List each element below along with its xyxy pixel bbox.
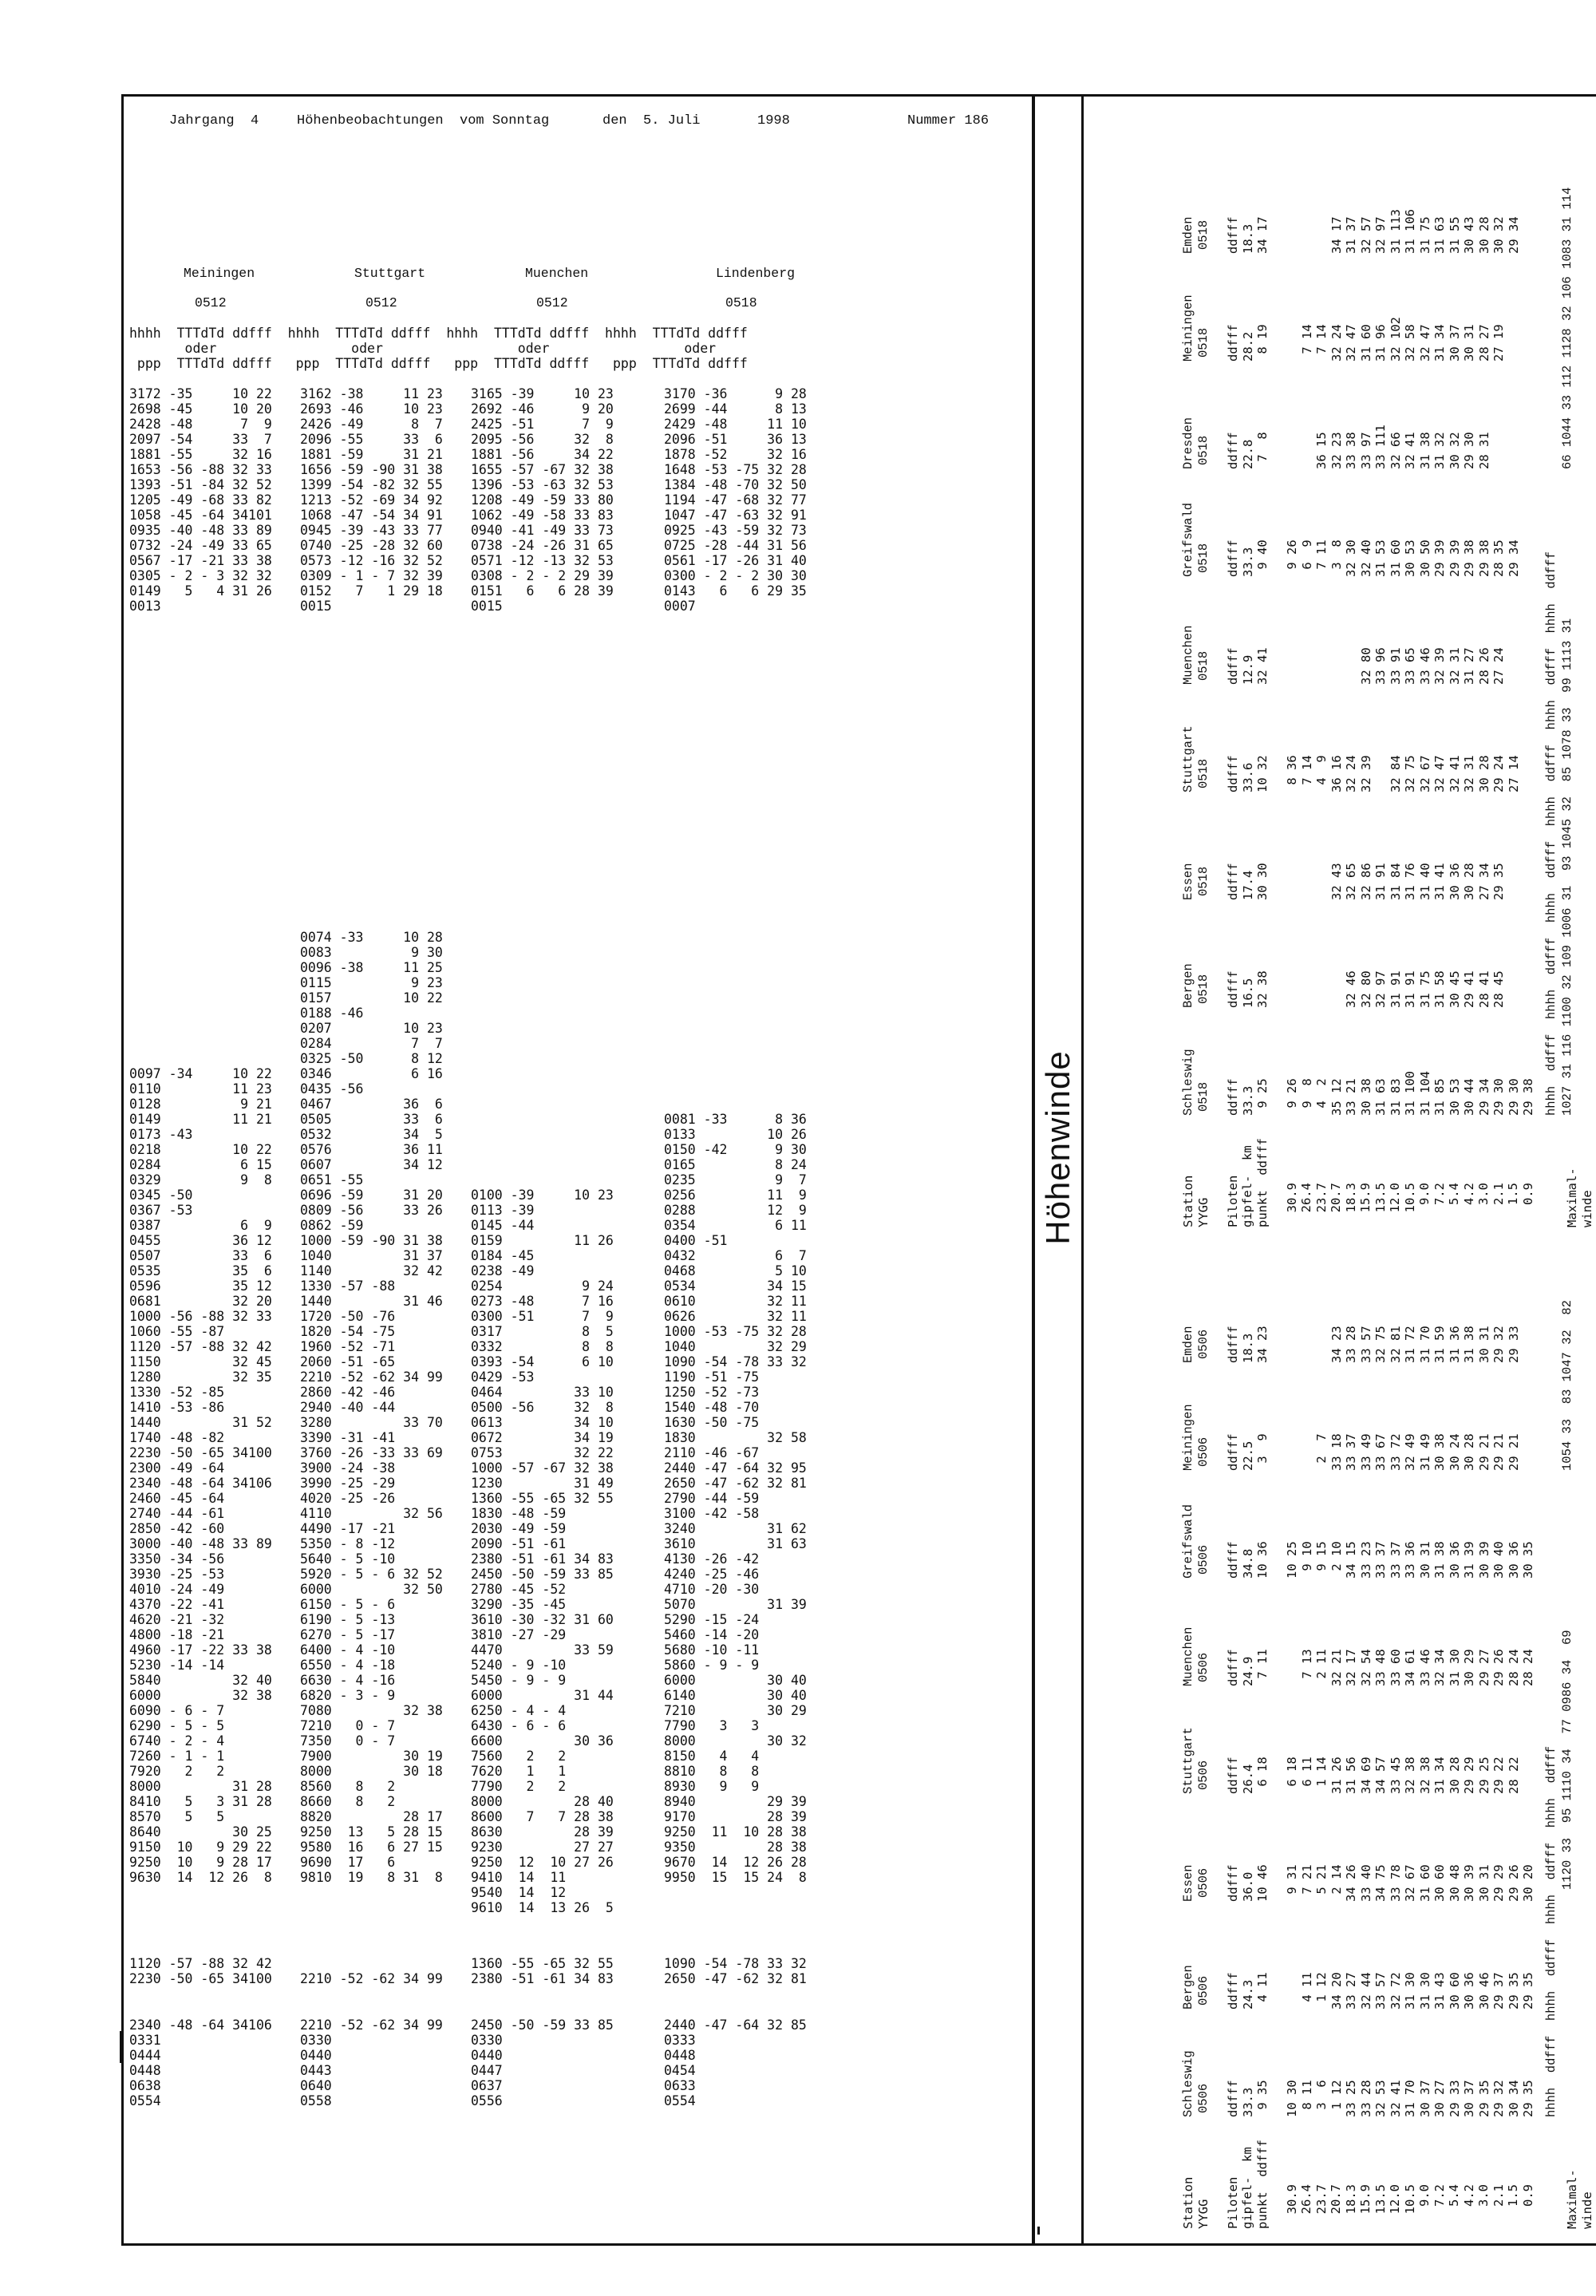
winds-0506-station-emden-name: Emden — [1181, 1326, 1195, 1363]
standard-levels-lindenberg: 3170 -36 9 28 2699 -44 8 13 2429 -48 11 10 2096 -51 36 13 1878 -52 32 16 1648 -53 -75 32 28 1384 -48 -70 32 50 1194 -47 -68 32 77 1047 -47 -63 32 91 0925 -43 -59 32 73 0725 -28 -44 31 56 0561 -17 -26 31 40 0300 - 2 - 2 30 30 0143 6 6 29 35 0007 — [664, 386, 807, 614]
winds-0506-station-stuttgart-code: 0506 — [1196, 1760, 1211, 1790]
winds-0518-station-essen-name: Essen — [1181, 863, 1195, 900]
winds-0518-station-meiningen-data: ddfff 28.2 8 19 7 14 7 14 32 24 32 47 31 60 31 96 32 102 32 58 32 47 31 34 30 37 30 31 28 27 27 19 — [1226, 317, 1506, 362]
station-code-meiningen: 0512 — [195, 295, 227, 310]
winds-0518-station-schleswig-code: 0518 — [1196, 1081, 1211, 1112]
station-name-stuttgart: Stuttgart — [354, 266, 426, 281]
winds-0506-maxwind-values-b: 1054 33 83 1047 32 82 — [1560, 1300, 1574, 1471]
winds-0506-station-greifswald-code: 0506 — [1196, 1544, 1211, 1575]
max-wind-meiningen: 2340 -48 -64 34106 0331 0444 0448 0638 0554 — [129, 2017, 272, 2108]
jahrgang-label: Jahrgang 4 — [169, 113, 259, 128]
standard-levels-stuttgart: 3162 -38 11 23 2693 -46 10 23 2426 -49 8 7 2096 -55 33 6 1881 -59 31 21 1656 -59 -90 31 38 1399 -54 -82 32 55 1213 -52 -69 34 92 1068 -47 -54 34 91 0945 -39 -43 33 77 0740 -25 -28 32 60 0573 -12 -16 32 52 0309 - 1 - 7 32 39 0152 7 1 29 18 0015 — [300, 386, 443, 614]
winds-0506-station-schleswig-code: 0506 — [1196, 2083, 1211, 2113]
winds-0506-station-bergen-name: Bergen — [1181, 1965, 1195, 2009]
winds-0518-station-stuttgart-code: 0518 — [1196, 758, 1211, 788]
winds-0506-maxwind-header: hhhh ddfff hhhh ddfff hhhh ddfff hhhh ddfff — [1544, 1745, 1558, 2117]
significant-levels-lindenberg: 0081 -33 8 36 0133 10 26 0150 -42 9 30 0165 8 24 0235 9 7 0256 11 9 0288 12 9 0354 6 11 0400 -51 0432 6 7 0468 5 10 0534 34 15 0610 32 11 0626 32 11 1000 -53 -75 32 28 1040 32 29 1090 -54 -78 33 32 1190 -51 -75 1250 -52 -73 1540 -48 -70 1630 -50 -75 1830 32 58 2110 -46 -67 2440 -47 -64 32 95 2650 -47 -62 32 81 2790 -44 -59 3100 -42 -58 3240 31 62 3610 31 63 4130 -26 -42 4240 -25 -46 4710 -20 -30 5070 31 39 5290 -15 -24 5460 -14 -20 5680 -10 -11 5860 - 9 - 9 6000 30 40 6140 30 40 7210 30 29 7790 3 3 8000 30 32 8150 4 4 8810 8 8 8930 9 9 8940 29 39 9170 28 39 9250 11 10 28 38 9350 28 38 9670 14 12 26 28 9950 15 15 24 8 — [664, 1112, 807, 1885]
winds-0506-station-meiningen-data: ddfff 22.5 3 9 2 7 33 18 33 37 33 49 33 67 33 72 32 49 31 49 30 38 30 24 30 28 29 21 29 21 29 21 — [1226, 1433, 1521, 1471]
winds-0506-station-essen-code: 0506 — [1196, 1867, 1211, 1898]
winds-0518-station-muenchen-data: ddfff 12.9 32 41 32 80 33 96 33 91 33 65 33 46 32 39 32 31 31 27 28 26 27 24 — [1226, 647, 1506, 685]
station-name-meiningen: Meiningen — [184, 266, 255, 281]
winds-0506-station-stuttgart-data: ddfff 26.4 6 18 6 18 6 11 1 14 31 26 31 56 34 69 34 57 33 45 32 38 32 38 31 34 30 28 29 29 29 25 29 22 28 22 — [1226, 1757, 1521, 1794]
winds-0518-station-greifswald-code: 0518 — [1196, 543, 1211, 573]
winds-0506-station-emden-data: ddfff 18.3 34 23 34 23 33 28 33 57 32 75 32 81 31 72 31 70 31 59 31 36 31 38 30 31 29 32 29 33 — [1226, 1326, 1521, 1363]
winds-0506-station-bergen-data: ddfff 24.3 4 11 4 11 1 12 34 20 33 27 32 44 33 57 32 72 31 30 31 30 31 43 30 60 30 36 30 46 29 37 29 35 29 35 — [1226, 1972, 1535, 2009]
winds-0518-station-emden-code: 0518 — [1196, 219, 1211, 250]
winds-0518-station-emden-name: Emden — [1181, 216, 1195, 254]
max-wind-muenchen: 2450 -50 -59 33 85 0330 0440 0447 0637 0556 — [471, 2017, 614, 2108]
column-divider — [1032, 94, 1035, 2243]
station-code-stuttgart: 0512 — [365, 295, 397, 310]
winds-0518-station-schleswig-name: Schleswig — [1181, 1049, 1195, 1116]
standard-levels-muenchen: 3165 -39 10 23 2692 -46 9 20 2425 -51 7 9 2095 -56 32 8 1881 -56 34 22 1655 -57 -67 32 38 1396 -53 -63 32 53 1208 -49 -59 33 80 1062 -49 -58 33 83 0940 -41 -49 33 73 0738 -24 -26 31 65 0571 -12 -13 32 53 0308 - 2 - 2 29 39 0151 6 6 28 39 0015 — [471, 386, 614, 614]
winds-0518-station-dresden-code: 0518 — [1196, 435, 1211, 465]
winds-0518-station-essen-code: 0518 — [1196, 866, 1211, 896]
winds-0518-station-greifswald-data: ddfff 33.3 9 40 9 26 6 9 7 11 3 8 32 30 32 40 31 53 31 60 30 53 30 50 29 39 29 39 29 38 29 38 28 35 29 34 — [1226, 539, 1521, 577]
winds-0518-station-stuttgart-name: Stuttgart — [1181, 725, 1195, 792]
winds-0518-station-emden-data: ddfff 18.3 34 17 34 17 31 37 32 57 32 97 31 113 31 106 31 75 31 63 31 55 30 43 30 28 30 32 29 34 — [1226, 209, 1521, 254]
winds-0506-station-meiningen-name: Meiningen — [1181, 1404, 1195, 1471]
winds-0506-station-meiningen-code: 0506 — [1196, 1436, 1211, 1467]
winds-0518-station-schleswig-data: ddfff 33.3 9 25 9 26 9 8 4 2 35 12 33 21 30 38 31 63 31 83 31 100 31 104 31 85 30 53 30 44 29 34 29 30 29 30 29 38 — [1226, 1071, 1535, 1116]
winds-0506-station-stuttgart-name: Stuttgart — [1181, 1727, 1195, 1794]
station-name-muenchen: Muenchen — [525, 266, 589, 281]
margin-mark — [1037, 2227, 1040, 2235]
winds-0506-station-greifswald-data: ddfff 34.8 10 36 10 25 9 10 9 15 2 10 34 15 33 23 33 37 33 37 33 36 30 31 31 38 30 36 31 39 30 39 30 40 30 36 30 35 — [1226, 1541, 1535, 1579]
winds-0506-station-bergen-code: 0506 — [1196, 1975, 1211, 2006]
winds-0518-station-meiningen-code: 0518 — [1196, 327, 1211, 358]
winds-0518-station-bergen-data: ddfff 16.5 32 38 32 46 32 80 32 97 31 91 31 91 31 75 31 58 30 45 29 41 28 41 28 45 — [1226, 970, 1506, 1008]
winds-0518-station-muenchen-name: Muenchen — [1181, 625, 1195, 685]
margin-mark — [120, 2031, 122, 2063]
winds-0518-label-column: Station YYGG Piloten gipfel- km punkt ddfff 30.9 26.4 23.7 20.7 18.3 15.9 13.5 12.0 10.5 9.0 7.2 5.4 4.2 3.0 2.1 1.5 0.9 Maximal- winde — [1181, 1138, 1594, 1227]
winds-0506-station-essen-data: ddfff 36.0 10 46 9 31 7 21 5 21 2 14 34 26 33 40 34 75 33 78 32 67 31 60 30 60 30 48 30 39 30 31 29 29 29 26 30 20 — [1226, 1864, 1535, 1902]
issue-number: Nummer 186 — [907, 113, 990, 128]
column-header: hhhh TTTdTd ddfff hhhh TTTdTd ddfff hhhh TTTdTd ddfff hhhh TTTdTd ddfff oder oder oder oder ppp TTTdTd ddfff ppp TTTdTd ddfff ppp TTTdTd ddfff ppp TTTdTd ddfff — [129, 326, 748, 371]
winds-0518-station-greifswald-name: Greifswald — [1181, 502, 1195, 577]
tropopause-muenchen: 1360 -55 -65 32 55 2380 -51 -61 34 83 — [471, 1956, 614, 1986]
section-title-hoehenwinde: Höhenwinde — [1039, 1050, 1077, 1245]
winds-0506-station-schleswig-data: ddfff 33.3 9 35 10 30 8 11 3 6 1 12 33 25 33 28 32 53 32 41 31 70 30 37 30 27 29 33 30 37 29 35 29 32 30 34 29 35 — [1226, 2080, 1535, 2117]
winds-0518-station-bergen-code: 0518 — [1196, 974, 1211, 1004]
standard-levels-meiningen: 3172 -35 10 22 2698 -45 10 20 2428 -48 7 9 2097 -54 33 7 1881 -55 32 16 1653 -56 -88 32 33 1393 -51 -84 32 52 1205 -49 -68 33 82 1058 -45 -64 34101 0935 -40 -48 33 89 0732 -24 -49 33 65 0567 -17 -21 33 38 0305 - 2 - 3 32 32 0149 5 4 31 26 0013 — [129, 386, 272, 614]
winds-0506-station-muenchen-name: Muenchen — [1181, 1626, 1195, 1686]
significant-levels-stuttgart-upper: 0074 -33 10 28 0083 9 30 0096 -38 11 25 0115 9 23 0157 10 22 0188 -46 0207 10 23 0284 7 7 0325 -50 8 12 — [300, 930, 443, 1066]
upper-winds-section — [1085, 94, 1594, 2241]
winds-0518-station-dresden-data: ddfff 22.8 7 8 36 15 32 23 33 38 33 97 33 111 32 66 32 41 31 38 31 32 30 32 29 30 28 31 — [1226, 425, 1491, 469]
column-divider — [1081, 94, 1084, 2243]
station-code-lindenberg: 0518 — [725, 295, 757, 310]
left-section — [121, 94, 1032, 2241]
significant-levels-stuttgart: 0346 6 16 0435 -56 0467 36 6 0505 33 6 0532 34 5 0576 36 11 0607 34 12 0651 -55 0696 -59 31 20 0809 -56 33 26 0862 -59 1000 -59 -90 31 38 1040 31 37 1140 32 42 1330 -57 -88 1440 31 46 1720 -50 -76 1820 -54 -75 1960 -52 -71 2060 -51 -65 2210 -52 -62 34 99 2860 -42 -46 2940 -40 -44 3280 33 70 3390 -31 -41 3760 -26 -33 33 69 3900 -24 -38 3990 -25 -29 4020 -25 -26 4110 32 56 4490 -17 -21 5350 - 8 -12 5640 - 5 -10 5920 - 5 - 6 32 52 6000 32 50 6150 - 5 - 6 6190 - 5 -13 6270 - 5 -17 6400 - 4 -10 6550 - 4 -18 6630 - 4 -16 6820 - 3 - 9 7080 32 38 7210 0 - 7 7350 0 - 7 7900 30 19 8000 30 18 8560 8 2 8660 8 2 8820 28 17 9250 13 5 28 15 9580 16 6 27 15 9690 17 6 9810 19 8 31 8 — [300, 1066, 443, 1885]
winds-0518-station-muenchen-code: 0518 — [1196, 650, 1211, 681]
winds-0506-label-column: Station YYGG Piloten gipfel- km punkt ddfff 30.9 26.4 23.7 20.7 18.3 15.9 13.5 12.0 10.5 9.0 7.2 5.4 4.2 3.0 2.1 1.5 0.9 Maximal- winde — [1181, 2140, 1594, 2229]
significant-levels-meiningen: 0097 -34 10 22 0110 11 23 0128 9 21 0149 11 21 0173 -43 0218 10 22 0284 6 15 0329 9 8 0345 -50 0367 -53 0387 6 9 0455 36 12 0507 33 6 0535 35 6 0596 35 12 0681 32 20 1000 -56 -88 32 33 1060 -55 -87 1120 -57 -88 32 42 1150 32 45 1280 32 35 1330 -52 -85 1410 -53 -86 1440 31 52 1740 -48 -82 2230 -50 -65 34100 2300 -49 -64 2340 -48 -64 34106 2460 -45 -64 2740 -44 -61 2850 -42 -60 3000 -40 -48 33 89 3350 -34 -56 3930 -25 -53 4010 -24 -49 4370 -22 -41 4620 -21 -32 4800 -18 -21 4960 -17 -22 33 38 5230 -14 -14 5840 32 40 6000 32 38 6090 - 6 - 7 6290 - 5 - 5 6740 - 2 - 4 7260 - 1 - 1 7920 2 2 8000 31 28 8410 5 3 31 28 8570 5 5 8640 30 25 9150 10 9 29 22 9250 10 9 28 17 9630 14 12 26 8 — [129, 1066, 272, 1885]
tropopause-stuttgart: 2210 -52 -62 34 99 — [300, 1971, 443, 1986]
winds-0518-station-meiningen-name: Meiningen — [1181, 294, 1195, 362]
winds-0518-maxwind-values-b: 66 1044 33 112 1128 32 106 1083 31 114 — [1560, 187, 1574, 469]
winds-0518-maxwind-header: hhhh ddfff hhhh ddfff hhhh ddfff hhhh ddfff hhhh ddfff hhhh ddfff — [1544, 551, 1558, 1116]
winds-0518-station-stuttgart-data: ddfff 33.6 10 32 8 36 7 14 4 9 36 16 32 24 32 39 32 84 32 75 32 67 32 47 32 41 32 31 30 28 29 24 27 14 — [1226, 755, 1521, 792]
tropopause-meiningen: 1120 -57 -88 32 42 2230 -50 -65 34100 — [129, 1956, 272, 1986]
date-label: den 5. Juli — [602, 113, 701, 128]
winds-0518-maxwind-values-a: 1027 31 116 1100 32 109 1006 31 93 1045 32 85 1078 33 99 1113 31 — [1560, 618, 1574, 1116]
winds-0506-station-emden-code: 0506 — [1196, 1329, 1211, 1359]
winds-0506-maxwind-values-a: 1120 33 95 1110 34 77 0986 34 69 — [1560, 1630, 1574, 1890]
station-code-muenchen: 0512 — [536, 295, 568, 310]
max-wind-stuttgart: 2210 -52 -62 34 99 0330 0440 0443 0640 0558 — [300, 2017, 443, 2108]
winds-0518-station-bergen-name: Bergen — [1181, 963, 1195, 1008]
winds-0506-station-essen-name: Essen — [1181, 1864, 1195, 1902]
winds-0518-station-essen-data: ddfff 17.4 30 30 32 43 32 65 32 86 31 91 31 84 31 76 31 40 31 41 30 36 30 28 27 34 29 35 — [1226, 863, 1506, 900]
year-label: 1998 — [757, 113, 790, 128]
winds-0506-station-greifswald-name: Greifswald — [1181, 1504, 1195, 1579]
winds-0506-station-muenchen-code: 0506 — [1196, 1652, 1211, 1682]
station-name-lindenberg: Lindenberg — [716, 266, 796, 281]
winds-0506-station-schleswig-name: Schleswig — [1181, 2050, 1195, 2117]
upper-winds-rotated — [1085, 94, 1594, 2241]
winds-0506-station-muenchen-data: ddfff 24.9 7 11 7 13 2 11 32 21 32 17 32 54 33 48 33 60 34 61 33 46 32 34 31 30 30 29 29 27 29 26 28 24 28 24 — [1226, 1649, 1535, 1686]
page-title: Höhenbeobachtungen vom Sonntag — [297, 113, 550, 128]
max-wind-lindenberg: 2440 -47 -64 32 85 0333 0448 0454 0633 0554 — [664, 2017, 807, 2108]
significant-levels-muenchen: 0100 -39 10 23 0113 -39 0145 -44 0159 11 26 0184 -45 0238 -49 0254 9 24 0273 -48 7 16 0300 -51 7 9 0317 8 5 0332 8 8 0393 -54 6 10 0429 -53 0464 33 10 0500 -56 32 8 0613 34 10 0672 34 19 0753 32 22 1000 -57 -67 32 38 1230 31 49 1360 -55 -65 32 55 1830 -48 -59 2030 -49 -59 2090 -51 -61 2380 -51 -61 34 83 2450 -50 -59 33 85 2780 -45 -52 3290 -35 -45 3610 -30 -32 31 60 3810 -27 -29 4470 33 59 5240 - 9 -10 5450 - 9 - 9 6000 31 44 6250 - 4 - 4 6430 - 6 - 6 6600 30 36 7560 2 2 7620 1 1 7790 2 2 8000 28 40 8600 7 7 28 38 8630 28 39 9230 27 27 9250 12 10 27 26 9410 14 11 9540 14 12 9610 14 13 26 5 — [471, 1188, 614, 1915]
winds-0518-station-dresden-name: Dresden — [1181, 417, 1195, 469]
tropopause-lindenberg: 1090 -54 -78 33 32 2650 -47 -62 32 81 — [664, 1956, 807, 1986]
